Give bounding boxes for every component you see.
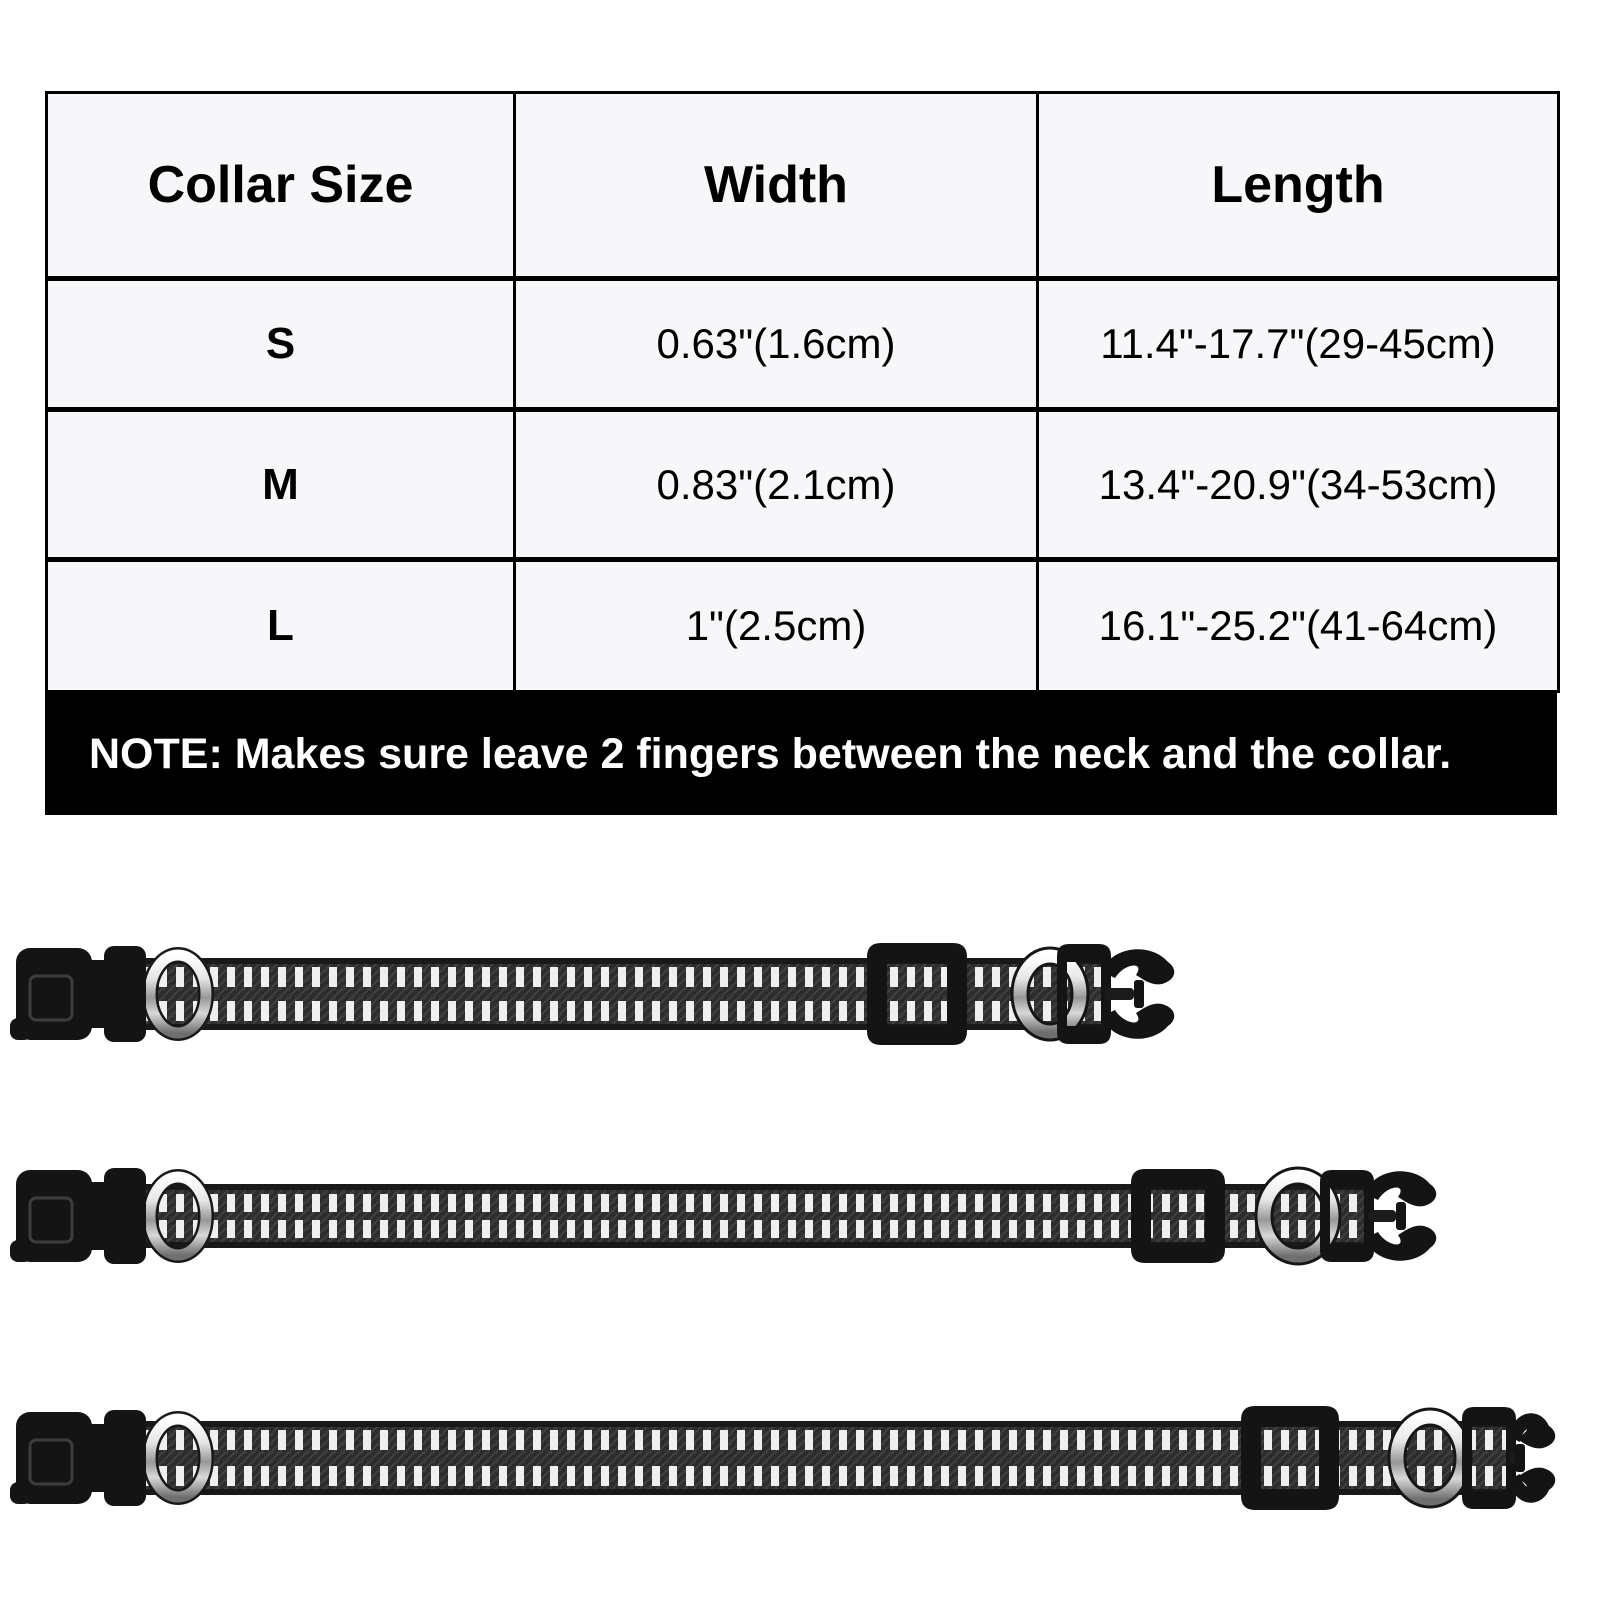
table-header-row bbox=[47, 93, 1559, 279]
size-l-width: 1"(2.5cm) bbox=[515, 560, 1038, 692]
collar-photo-large bbox=[10, 1398, 1560, 1518]
size-chart-table bbox=[45, 91, 1560, 693]
size-m-width: 0.83"(2.1cm) bbox=[515, 410, 1038, 560]
collar-photo-medium bbox=[10, 1156, 1442, 1276]
size-l-label: L bbox=[47, 560, 515, 692]
table-row bbox=[47, 279, 1559, 410]
size-m-label: M bbox=[47, 410, 515, 560]
header-collar-size: Collar Size bbox=[47, 93, 515, 279]
collar-photo-small bbox=[10, 934, 1180, 1054]
note-text: NOTE: Makes sure leave 2 fingers between the neck and the collar. bbox=[89, 729, 1452, 778]
header-width: Width bbox=[515, 93, 1038, 279]
size-l-length: 16.1"-25.2"(41-64cm) bbox=[1038, 560, 1559, 692]
size-s-label: S bbox=[47, 279, 515, 410]
note-bar bbox=[45, 693, 1557, 815]
table-row bbox=[47, 560, 1559, 692]
size-chart-block bbox=[45, 91, 1557, 815]
size-m-length: 13.4"-20.9"(34-53cm) bbox=[1038, 410, 1559, 560]
size-s-length: 11.4"-17.7"(29-45cm) bbox=[1038, 279, 1559, 410]
header-length: Length bbox=[1038, 93, 1559, 279]
size-s-width: 0.63"(1.6cm) bbox=[515, 279, 1038, 410]
table-row bbox=[47, 410, 1559, 560]
